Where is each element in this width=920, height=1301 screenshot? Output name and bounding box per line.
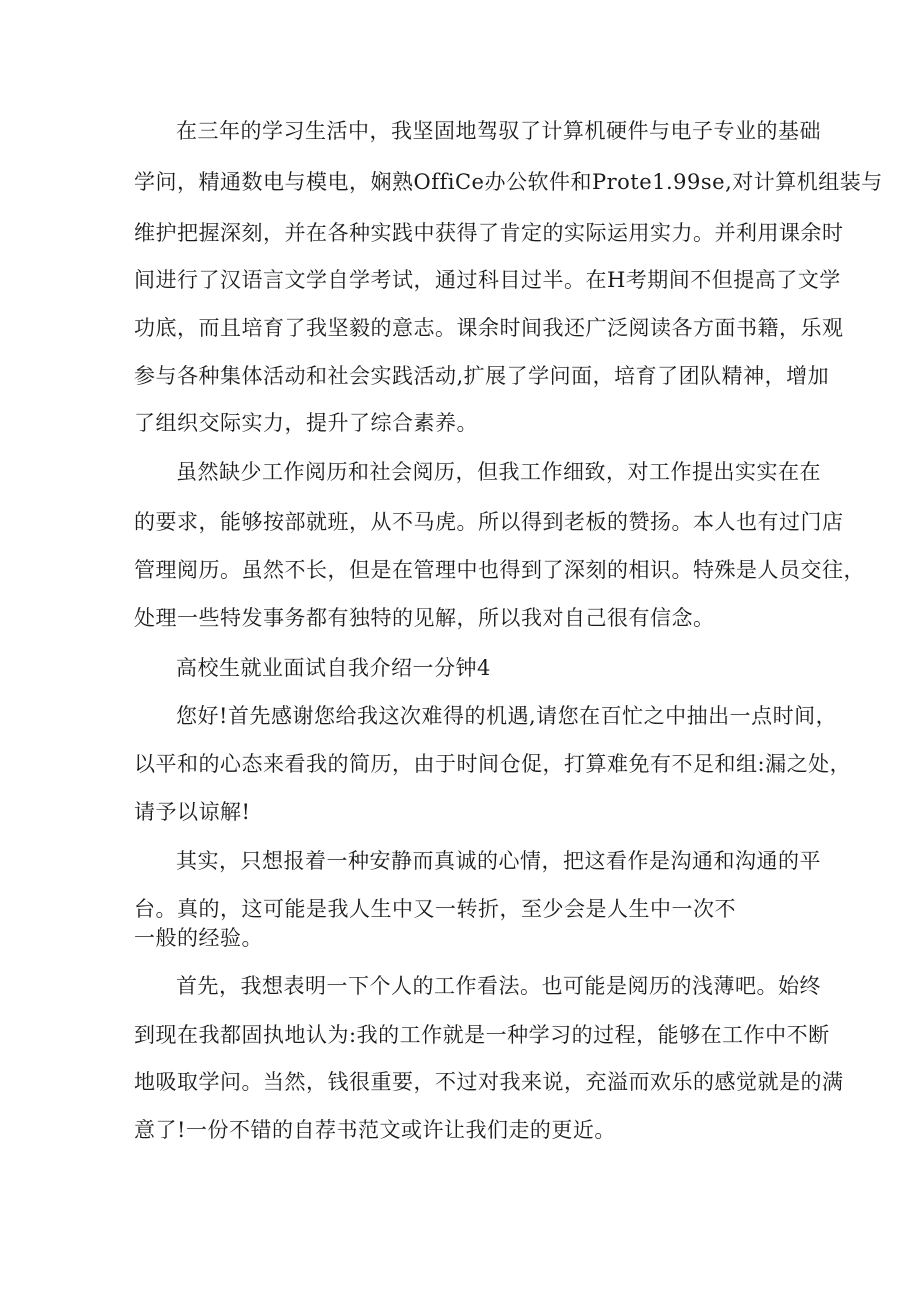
paragraph-line: 在三年的学习生活中，我坚固地驾驭了计算机硬件与电子专业的基础 bbox=[176, 119, 821, 143]
paragraph-line: 功底，而且培育了我坚毅的意志。课余时间我还广泛阅读各方面书籍，乐观 bbox=[134, 316, 844, 340]
paragraph-line: 以平和的心态来看我的简历，由于时间仓促，打算难免有不足和组:漏之处， bbox=[134, 752, 852, 776]
paragraph-line: 的要求，能够按部就班，从不马虎。所以得到老板的赞扬。本人也有过门店 bbox=[134, 510, 844, 534]
paragraph-line: 处理一些特发事务都有独特的见解，所以我对自己很有信念。 bbox=[134, 606, 715, 630]
paragraph-line: 间进行了汉语言文学自学考试，通过科目过半。在H考期间不但提高了文学 bbox=[134, 268, 841, 292]
paragraph-line: 虽然缺少工作阅历和社会阅历，但我工作细致，对工作提出实实在在 bbox=[176, 460, 821, 484]
paragraph-line: 台。真的，这可能是我人生中又一转折，至少会是人生中一次不 bbox=[134, 897, 736, 921]
paragraph-line: 您好!首先感谢您给我这次难得的机遇,请您在百忙之中抽出一点时间， bbox=[176, 704, 838, 728]
paragraph-line: 一般的经验。 bbox=[134, 926, 263, 950]
paragraph-line: 了组织交际实力，提升了综合素养。 bbox=[134, 411, 478, 435]
section-heading: 高校生就业面试自我介绍一分钟4 bbox=[176, 656, 491, 680]
paragraph-line: 参与各种集体活动和社会实践活动,扩展了学问面，培育了团队精神，增加 bbox=[134, 364, 830, 388]
paragraph-line: 首先，我想表明一下个人的工作看法。也可能是阅历的浅薄吧。始终 bbox=[176, 974, 821, 998]
paragraph-line: 地吸取学问。当然，钱很重要，不过对我来说，充溢而欢乐的感觉就是的满 bbox=[134, 1070, 844, 1094]
paragraph-line: 其实，只想报着一种安静而真诚的心情，把这看作是沟通和沟通的平 bbox=[176, 849, 821, 873]
paragraph-line: 学问，精通数电与模电，娴熟OffiCe办公软件和Prote1.99se,对计算机组装与 bbox=[134, 170, 883, 194]
paragraph-line: 意了!一份不错的自荐书范文或许让我们走的更近。 bbox=[134, 1118, 616, 1142]
paragraph-line: 维护把握深刻，并在各种实践中获得了肯定的实际运用实力。并利用课余时 bbox=[134, 221, 844, 245]
paragraph-line: 管理阅历。虽然不长，但是在管理中也得到了深刻的相识。特殊是人员交往， bbox=[134, 558, 865, 582]
paragraph-line: 到现在我都固执地认为:我的工作就是一种学习的过程，能够在工作中不断 bbox=[134, 1023, 830, 1047]
paragraph-line: 请予以谅解! bbox=[134, 800, 251, 824]
